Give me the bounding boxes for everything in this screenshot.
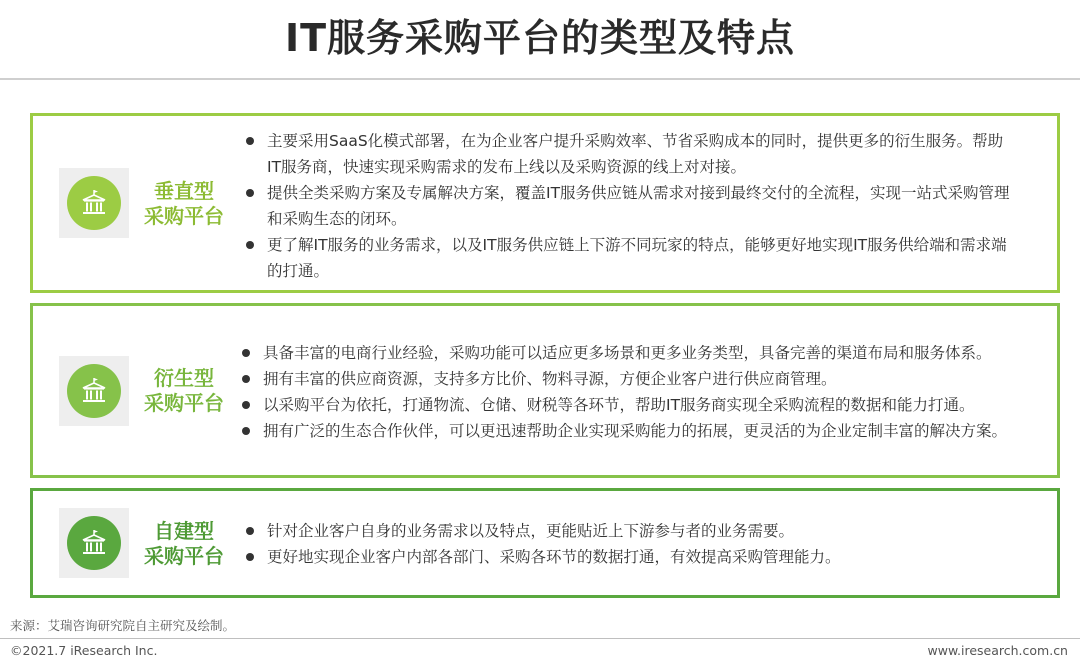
list-item: 针对企业客户自身的业务需求以及特点，更能贴近上下游参与者的业务需要。 <box>243 518 1023 544</box>
list-item: 以采购平台为依托，打通物流、仓储、财税等各环节，帮助IT服务商实现全采购流程的数据和能力打通。 <box>239 392 1059 418</box>
platform-card-self-built <box>30 488 1060 598</box>
title-divider <box>0 78 1080 80</box>
copyright-text: ©2021.7 iResearch Inc. <box>10 643 158 658</box>
platform-badge <box>59 356 129 426</box>
page-title: IT服务采购平台的类型及特点 <box>284 16 796 60</box>
feature-list <box>243 128 1013 284</box>
website-link[interactable]: www.iresearch.com.cn <box>927 643 1068 658</box>
platform-title: 自建型 采购平台 <box>144 519 224 568</box>
list-item: 具备丰富的电商行业经验，采购功能可以适应更多场景和更多业务类型，具备完善的渠道布局和服务体系。 <box>239 340 1059 366</box>
platform-card-vertical <box>30 113 1060 293</box>
building-icon <box>67 176 121 230</box>
feature-list <box>239 340 1059 444</box>
list-item: 拥有广泛的生态合作伙伴，可以更迅速帮助企业实现采购能力的拓展，更灵活的为企业定制丰富的解决方案。 <box>239 418 1059 444</box>
footer-divider <box>0 638 1080 639</box>
list-item: 主要采用SaaS化模式部署，在为企业客户提升采购效率、节省采购成本的同时，提供更多的衍生服务。帮助IT服务商，快速实现采购需求的发布上线以及采购资源的线上对对接。 <box>243 128 1013 180</box>
list-item: 更好地实现企业客户内部各部门、采购各环节的数据打通，有效提高采购管理能力。 <box>243 544 1023 570</box>
platform-title: 衍生型 采购平台 <box>144 366 224 415</box>
platform-title: 垂直型 采购平台 <box>144 179 224 228</box>
list-item: 拥有丰富的供应商资源，支持多方比价、物料寻源，方便企业客户进行供应商管理。 <box>239 366 1059 392</box>
list-item: 提供全类采购方案及专属解决方案，覆盖IT服务供应链从需求对接到最终交付的全流程，实现一站式采购管理和采购生态的闭环。 <box>243 180 1013 232</box>
source-note: 来源：艾瑞咨询研究院自主研究及绘制。 <box>10 618 236 633</box>
list-item: 更了解IT服务的业务需求，以及IT服务供应链上下游不同玩家的特点，能够更好地实现IT服务供给端和需求端的打通。 <box>243 232 1013 284</box>
feature-list <box>243 518 1023 570</box>
platform-badge <box>59 508 129 578</box>
building-icon <box>67 364 121 418</box>
building-icon <box>67 516 121 570</box>
platform-card-derived <box>30 303 1060 478</box>
platform-badge <box>59 168 129 238</box>
